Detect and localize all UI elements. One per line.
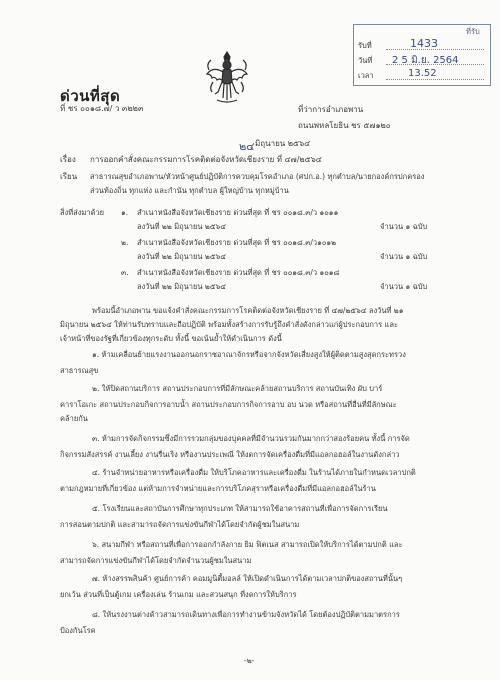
attachment-line: สำเนาหนังสือจังหวัดเชียงราย ด่วนที่สุด ที่ ชร ๐๐๑๘.๓/ว ๑๐๑๘ xyxy=(137,268,340,277)
item-line: ๓. ห้ามการจัดกิจกรรมซึ่งมีการรวมกลุ่มของบุคคลที่มีจำนวนรวมกันมากกว่าสองร้อยคน ทั้งนี้ การจัด xyxy=(92,434,410,443)
subject-text: การออกคำสั่งคณะกรรมการโรคติดต่อจังหวัดเชียงราย ที่ ๔๗/๒๕๖๔ xyxy=(90,155,322,164)
stamp-number: 1433 xyxy=(410,37,438,50)
intro-line: เจ้าหน้าที่ของรัฐที่เกี่ยวข้องทุกระดับ ทั้งนี้ ขอเน้นย้ำให้ดำเนินการ ดังนี้ xyxy=(60,334,282,343)
item-line: ๗. ห้างสรรพสินค้า ศูนย์การค้า คอมมูนิตี้มอลล์ ให้เปิดดำเนินการได้ตามเวลาปกติของสถานที่นั้นๆ xyxy=(92,574,403,583)
attachment-count: จำนวน ๑ ฉบับ xyxy=(380,222,428,231)
item-line: ๘. ให้นรงงานต่างด้าวสามารถเดินทางเพื่อการทำงานข้ามจังหวัดได้ โดยต้องปฏิบัติตามมาตรการ xyxy=(92,610,400,619)
garuda-emblem-icon xyxy=(203,48,251,106)
to-line-1: สาธารณสุขอำเภอพาน/หัวหน้าศูนย์ปฏิบัติการควบคุมโรคอำเภอ (ศปก.อ.) ทุกตำบล/นายกองค์กรปกครอง xyxy=(90,172,425,181)
stamp-time-line xyxy=(386,79,484,80)
item-line: สามารถจัดการแข่งขันกีฬาได้โดยจำกัดจำนวนผู้ชมในสนาม xyxy=(60,556,252,565)
item-line: ๖. สนามกีฬา หรือสถานที่เพื่อการออกกำลังกาย ยิม ฟิตเนส สามารถเปิดให้บริการได้ตามปกติ และ xyxy=(92,540,403,549)
office-line-2: ถนนพหลโยธิน ชร ๕๗๑๒๐ xyxy=(298,121,391,130)
urgent-heading: ด่วนที่สุด xyxy=(60,87,121,105)
item-line: ๑. ห้ามเคลื่อนย้ายแรงงานออกนอกราชอาณาจักรหรือจากจังหวัดเสี่ยงสูงให้ผู้ติดตามสูงสุดกระทรวง xyxy=(92,350,406,359)
item-line: การสอนตามปกติ และสามารถจัดการแข่งขันกีฬาได้โดยจำกัดผู้ชมในสนาม xyxy=(60,520,300,529)
attachment-date: ลงวันที่ ๒๒ มิถุนายน ๒๕๖๔ xyxy=(137,252,226,261)
attachment-num: ๒. xyxy=(121,238,129,247)
subject-label: เรื่อง xyxy=(60,155,76,164)
office-line-1: ที่ว่าการอำเภอพาน xyxy=(298,105,364,114)
page-number: -๒- xyxy=(244,656,255,665)
to-label: เรียน xyxy=(60,172,78,181)
stamp-date: 2 5 มิ.ย. 2564 xyxy=(392,55,459,66)
attachment-line: สำเนาหนังสือจังหวัดเชียงราย ด่วนที่สุด ที่ ชร ๐๐๑๘.๓/ว ๑๐๑๑ xyxy=(137,208,339,217)
item-line: คาราโอเกะ สถานประกอบกิจการอาบน้ำ สถานประกอบการกิจการอาบ อบ นวด หรือสถานที่อื่นที่มีลักษณะ xyxy=(60,400,397,409)
date-day: ๒๔ xyxy=(239,140,255,153)
document-number: ที่ ชร ๐๐๑๘.๗/ ว ๓๒๒๓ xyxy=(60,104,144,113)
attachments-label: สิ่งที่ส่งมาด้วย xyxy=(60,208,105,217)
attachment-count: จำนวน ๑ ฉบับ xyxy=(380,252,428,261)
intro-line: พร้อมนี้อำเภอพาน ขอแจ้งคำสั่งคณะกรรมการโรคติดต่อจังหวัดเชียงราย ที่ ๔๗/๒๕๖๔ ลงวันที่ ๒๑ xyxy=(92,306,404,315)
item-line: ๕. โรงเรียนและสถาบันการศึกษาทุกประเภท ให้สามารถใช้อาคารสถานที่เพื่อการจัดการเรียน xyxy=(92,504,388,513)
stamp-time: 13.52 xyxy=(408,68,437,79)
attachment-line: สำเนาหนังสือจังหวัดเชียงราย ด่วนที่สุด ที่ ชร ๐๐๑๘.๓/ว๑๐๑๒ xyxy=(137,238,337,247)
item-line: ป้องกันโรค xyxy=(60,626,96,635)
item-line: ยกเว้น ส่วนที่เป็นตู้เกม เครื่องเล่น ร้านเกม และสวนสนุก ที่งดการให้บริการ xyxy=(60,590,297,599)
attachment-num: ๓. xyxy=(121,268,129,277)
date-month-year: มิถุนายน ๒๕๖๔ xyxy=(255,139,311,148)
stamp-date-label: วันที่ xyxy=(358,56,373,65)
attachment-count: จำนวน ๑ ฉบับ xyxy=(380,282,428,291)
item-line: ตามกฎหมายที่เกี่ยวข้อง แต่ห้ามการจำหน่ายและการบริโภคสุราหรือเครื่องดื่มที่มีแอลกอฮอล์ในร้าน xyxy=(60,484,376,493)
receipt-stamp xyxy=(353,24,491,86)
stamp-time-label: เวลา xyxy=(358,71,374,80)
item-line: ๔. ร้านจำหน่ายอาหารหรือเครื่องดื่ม ให้บริโภคอาหารและเครื่องดื่ม ในร้านได้ภายในกำหนดเวลาปกติ xyxy=(92,468,416,477)
intro-line: มิถุนายน ๒๕๖๔ ให้ท่านรับทราบและถือปฏิบัติ พร้อมทั้งสร้างการรับรู้ถึงคำสั่งดังกล่าวแก่ผู้ประกอบการ และ xyxy=(60,320,398,329)
stamp-label: ที่รับ xyxy=(466,27,480,36)
attachment-num: ๑. xyxy=(121,208,129,217)
attachment-date: ลงวันที่ ๒๒ มิถุนายน ๒๕๖๔ xyxy=(137,282,226,291)
item-line: กิจกรรมสังสรรค์ งานเลี้ยง งานรื่นเริง หรืองานประเพณี ให้งดการจัดเครื่องดื่มที่มีแอลกอฮอล์ในงานดังกล่าว xyxy=(60,450,400,459)
attachment-date: ลงวันที่ ๒๒ มิถุนายน ๒๕๖๔ xyxy=(137,222,226,231)
item-line: คล้ายกัน xyxy=(60,414,88,423)
to-line-2: ส่วนท้องถิ่น ทุกแห่ง และกำนัน ทุกตำบล ผู้ใหญ่บ้าน ทุกหมู่บ้าน xyxy=(90,186,289,195)
item-line: สาธารณสุข xyxy=(60,366,99,375)
item-line: ๒. ให้ปิดสถานบริการ สถานประกอบการที่มีลักษณะคล้ายสถานบริการ สถานบันเทิง ผับ บาร์ xyxy=(92,384,383,393)
stamp-number-label: รับที่ xyxy=(358,41,372,50)
